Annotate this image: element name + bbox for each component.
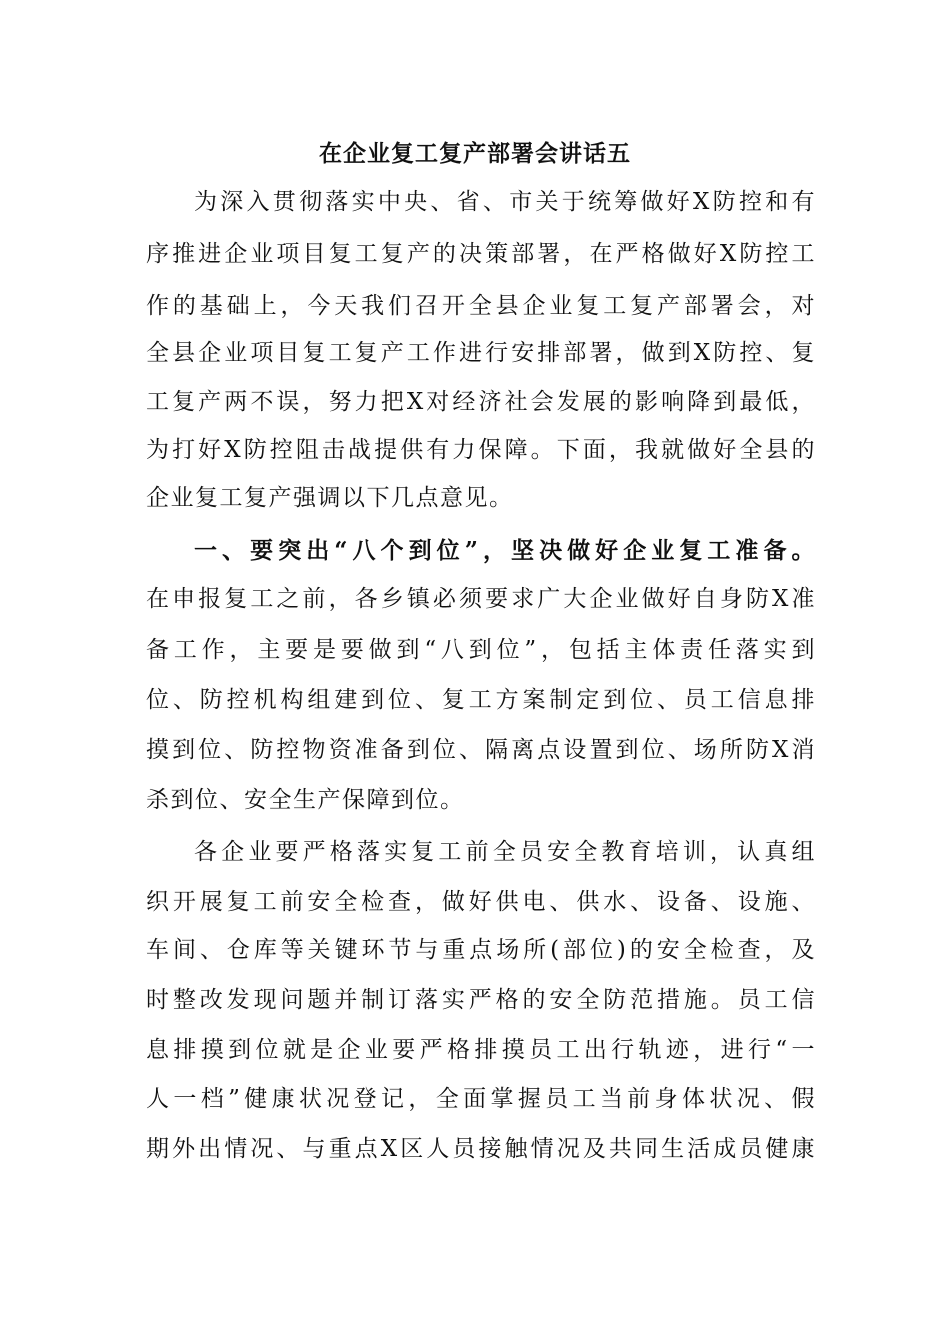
paragraph-line: 序推进企业项目复工复产的决策部署，在严格做好X防控工 [146, 241, 816, 267]
paragraph-line: 企业复工复产强调以下几点意见。 [146, 485, 514, 511]
paragraph-line: 人一档”健康状况登记，全面掌握员工当前身体状况、假 [146, 1086, 816, 1112]
paragraph-line: 为深入贯彻落实中央、省、市关于统筹做好X防控和有 [194, 189, 816, 215]
paragraph-line: 工复产两不误，努力把X对经济社会发展的影响降到最低， [146, 389, 816, 415]
paragraph-line: 时整改发现问题并制订落实严格的安全防范措施。员工信 [146, 987, 816, 1013]
paragraph-line: 各企业要严格落实复工前全员安全教育培训，认真组 [194, 839, 816, 865]
paragraph-line: 摸到位、防控物资准备到位、隔离点设置到位、场所防X消 [146, 737, 816, 763]
paragraph-line: 为打好X防控阻击战提供有力保障。下面，我就做好全县的 [146, 437, 816, 463]
paragraph-line: 作的基础上，今天我们召开全县企业复工复产部署会，对 [146, 293, 816, 319]
paragraph-line: 在申报复工之前，各乡镇必须要求广大企业做好自身防X准 [146, 586, 816, 612]
paragraph-line: 位、防控机构组建到位、复工方案制定到位、员工信息排 [146, 687, 816, 713]
document-title: 在企业复工复产部署会讲话五 [319, 140, 631, 167]
paragraph-line: 期外出情况、与重点X区人员接触情况及共同生活成员健康 [146, 1136, 816, 1162]
paragraph-line: 织开展复工前安全检查，做好供电、供水、设备、设施、 [146, 889, 816, 915]
paragraph-line: 车间、仓库等关键环节与重点场所(部位)的安全检查，及 [146, 937, 816, 963]
paragraph-line: 息排摸到位就是企业要严格排摸员工出行轨迹，进行“一 [146, 1037, 816, 1063]
paragraph-line: 备工作，主要是要做到“八到位”，包括主体责任落实到 [146, 637, 816, 663]
paragraph-line: 杀到位、安全生产保障到位。 [146, 787, 465, 813]
paragraph-line: 全县企业项目复工复产工作进行安排部署，做到X防控、复 [146, 340, 816, 366]
section-heading: 一、要突出“八个到位”，坚决做好企业复工准备。 [194, 537, 816, 564]
